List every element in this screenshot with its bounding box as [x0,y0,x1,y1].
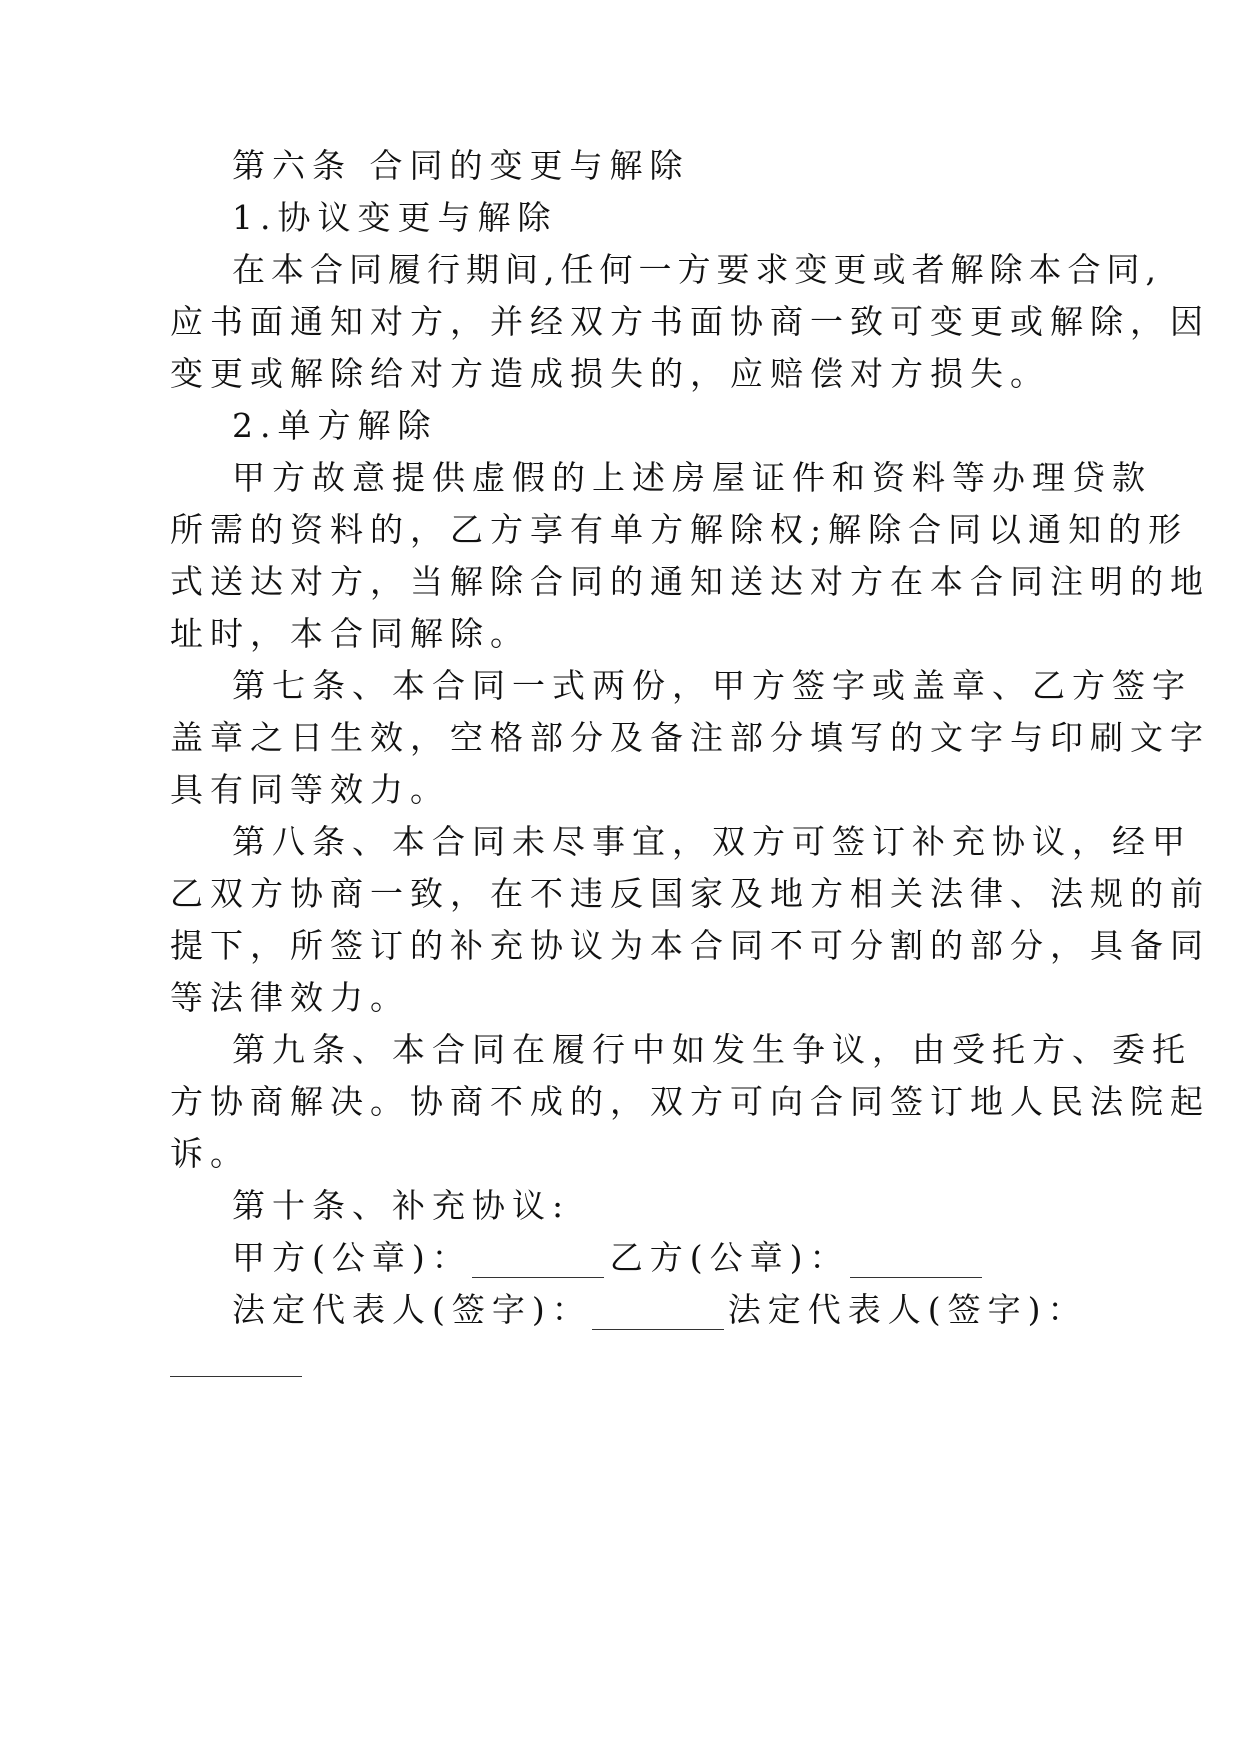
article8-line2: 乙双方协商一致，在不违反国家及地方相关法律、法规的前 [170,874,1210,913]
party-a-seal-label: 甲方(公章)： [232,1238,472,1277]
seal-row [232,1238,982,1278]
party-b-seal-blank[interactable] [850,1247,982,1278]
article7-line1: 第七条、本合同一式两份，甲方签字或盖章、乙方签字 [232,666,1192,705]
article7-line2: 盖章之日生效，空格部分及备注部分填写的文字与印刷文字 [170,718,1210,757]
article9-line1: 第九条、本合同在履行中如发生争议，由受托方、委托 [232,1030,1192,1069]
article7-line3: 具有同等效力。 [170,770,450,809]
article8-line3: 提下，所签订的补充协议为本合同不可分割的部分，具备同 [170,926,1210,965]
representative-row [232,1290,1088,1330]
article8-line4: 等法律效力。 [170,978,410,1017]
article6-p2-line2: 所需的资料的，乙方享有单方解除权;解除合同以通知的形 [170,510,1189,549]
party-a-rep-label: 法定代表人(签字)： [232,1290,592,1329]
party-b-rep-blank[interactable] [170,1376,302,1377]
article6-p1-line2: 应书面通知对方，并经双方书面协商一致可变更或解除，因 [170,302,1210,341]
article10-title: 第十条、补充协议: [232,1186,571,1225]
article9-line3: 诉。 [170,1134,250,1173]
article6-p1-line3: 变更或解除给对方造成损失的，应赔偿对方损失。 [170,354,1050,393]
article6-sub2: 2.单方解除 [232,406,438,445]
party-a-rep-blank[interactable] [592,1299,724,1330]
article6-sub1: 1.协议变更与解除 [232,198,558,237]
article8-line1: 第八条、本合同未尽事宜，双方可签订补充协议，经甲 [232,822,1192,861]
article6-p2-line1: 甲方故意提供虚假的上述房屋证件和资料等办理贷款 [232,458,1152,497]
article6-p2-line4: 址时，本合同解除。 [170,614,530,653]
article6-p2-line3: 式送达对方，当解除合同的通知送达对方在本合同注明的地 [170,562,1210,601]
party-a-seal-blank[interactable] [472,1247,604,1278]
article9-line2: 方协商解决。协商不成的，双方可向合同签订地人民法院起 [170,1082,1210,1121]
article6-title: 第六条 合同的变更与解除 [232,146,690,185]
article6-p1-line1: 在本合同履行期间,任何一方要求变更或者解除本合同, [232,250,1162,289]
party-b-seal-label: 乙方(公章)： [609,1238,850,1277]
party-b-rep-label: 法定代表人(签字)： [727,1290,1088,1329]
